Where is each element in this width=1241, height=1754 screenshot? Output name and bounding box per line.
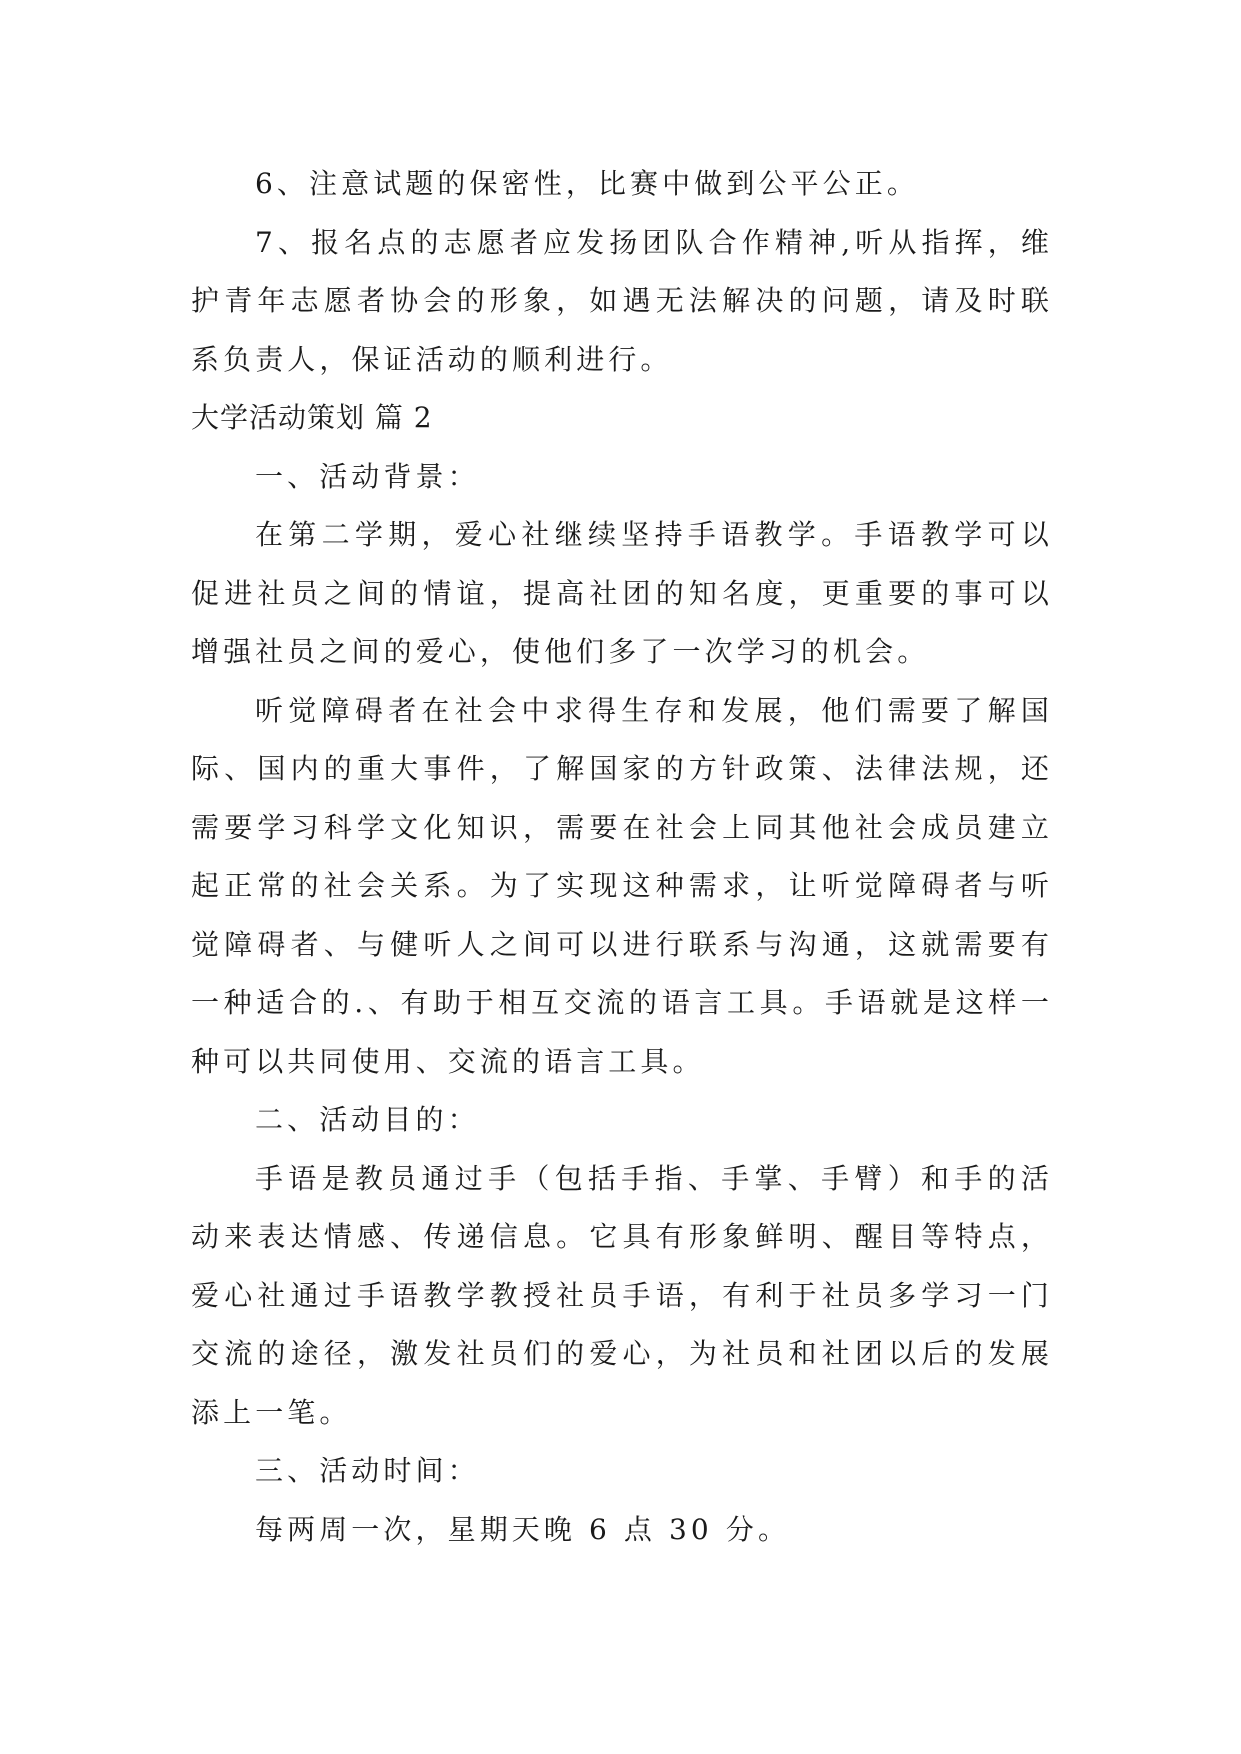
subheading-purpose: 二、活动目的： <box>255 1103 480 1136</box>
paragraph-item-6: 6、注意试题的保密性，比赛中做到公平公正。 <box>255 167 919 200</box>
paragraph-purpose: 手语是教员通过手（包括手指、手掌、手臂）和手的活动来表达情感、传递信息。它具有形象鲜明、醒目等特点，爱心社通过手语教学教授社员手语，有利于社员多学习一门交流的途径，激发社员们的爱心，为社员和社团以后的发展添上一笔。 <box>191 1161 1053 1429</box>
subheading-background: 一、活动背景： <box>255 459 480 493</box>
section-heading: 大学活动策划 篇 2 <box>191 401 433 434</box>
paragraph-item-7: 7、报名点的志愿者应发扬团队合作精神,听从指挥，维护青年志愿者协会的形象，如遇无法解决的问题，请及时联系负责人，保证活动的顺利进行。 <box>191 225 1053 376</box>
subheading-time: 三、活动时间： <box>255 1454 480 1487</box>
paragraph-background-1: 在第二学期，爱心社继续坚持手语教学。手语教学可以促进社员之间的情谊，提高社团的知名度，更重要的事可以增强社员之间的爱心，使他们多了一次学习的机会。 <box>191 518 1053 668</box>
document-body <box>191 155 1053 1559</box>
paragraph-background-2: 听觉障碍者在社会中求得生存和发展，他们需要了解国际、国内的重大事件，了解国家的方针政策、法律法规，还需要学习科学文化知识，需要在社会上同其他社会成员建立起正常的社会关系。为了实现这种需求，让听觉障碍者与听觉障碍者、与健听人之间可以进行联系与沟通，这就需要有一种适合的.、有助于相互交流的语言工具。手语就是这样一种可以共同使用、交流的语言工具。 <box>191 693 1053 1078</box>
paragraph-time: 每两周一次，星期天晚 6 点 30 分。 <box>255 1512 791 1546</box>
